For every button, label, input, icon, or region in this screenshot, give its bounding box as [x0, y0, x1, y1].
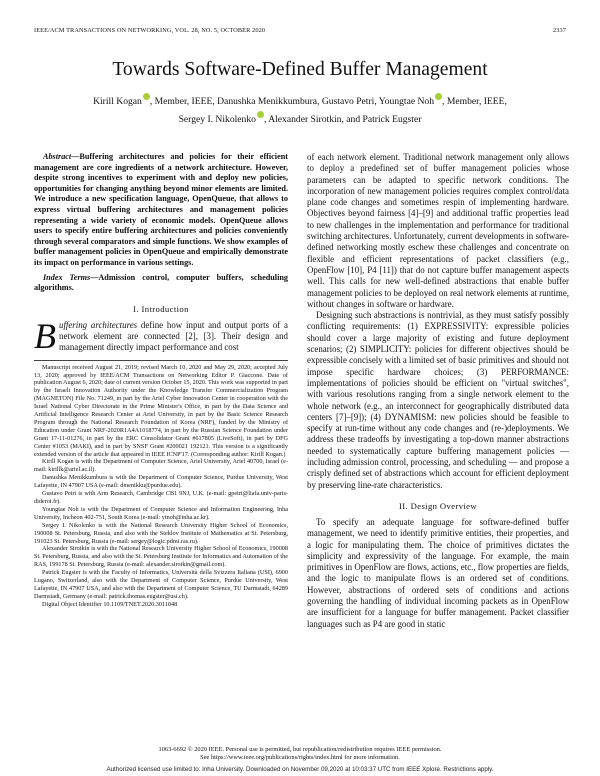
rights-link[interactable]: See https://www.ieee.org/publications/rights/index.html for more information.	[200, 754, 400, 761]
drop-cap: B	[34, 315, 56, 356]
index-terms-label: Index Terms	[43, 272, 91, 282]
footnote-affiliation: Patrick Eugster is with the Faculty of Informatics, Università della Svizzera Italiana (USI), 6900 Lugano, Switzerland, also with the Department of Computer Science, Purdue University, West Lafayette, IN 47907 USA, and also with the Department of Computer Science, TU Darmstadt, 64289 Darmstadt, Germany (e-mail: patrick.thomas.eugster@usi.ch).	[34, 569, 288, 600]
running-head	[34, 27, 566, 34]
paper-title: Towards Software-Defined Buffer Management	[112, 59, 488, 80]
footnote-affiliation: Gustavo Petri is with Arm Research, Cambridge CB1 9NJ, U.K. (e-mail: gpetri@liafa.univ-paris-diderot.fr).	[34, 490, 288, 506]
footnote-affiliation: Youngtae Noh is with the Department of Computer Science and Information Engineering, Inha University, Incheon 402-751, South Korea (e-mail: ytnoh@inha.ac.kr).	[34, 505, 288, 521]
body-paragraph: To specify an adequate language for software-defined buffer management, we need to identify primitive entities, their properties, and a logic for manipulating them. The choice of primitives dictates the simplicity and expressivity of the language. For example, the main primitives in OpenFlow are flows, actions, etc., flow properties are fields, and the logic to manipulate flows is an ordered set of conditions. However, abstractions of ordered sets of conditions and actions governing the handling of individual incoming packets as in OpenFlow are insufficient for a language for buffer management. Packet classifier languages such as P4 are good in static	[307, 516, 569, 629]
orcid-icon[interactable]	[257, 111, 264, 118]
orcid-icon[interactable]	[143, 93, 150, 100]
author-names: , Alexander Sirotkin, and Patrick Eugster	[263, 114, 422, 125]
author-affil: , Member, IEEE,	[442, 96, 507, 107]
index-terms	[34, 273, 288, 294]
intro-emphasis: uffering architectures	[59, 319, 138, 330]
body-paragraph: of each network element. Traditional network management only allows to deploy a predefined set of buffer management policies whose parameters can be adapted to specific network conditions. The incorporation of new management policies requires complex control/data plane code changes and sometimes respin of implementing hardware. Objectives beyond fairness [4]–[9] and additional traffic properties lead to new challenges in the implementation and performance for traditional switching architectures. Unfortunately, current developments in software-defined networking mostly eschew these challenges and concentrate on flexible and efficient representations of packet classifiers (e.g., OpenFlow [10], P4 [11]) that do not capture buffer management aspects well. This calls for new well-defined abstractions that enable buffer management policies to be deployed on real network elements at runtime, without changes in software or hardware.	[307, 152, 569, 309]
section-heading-design-overview: II. Design Overview	[399, 500, 477, 511]
page-number: 2337	[553, 27, 566, 34]
author-names: , Member, IEEE, Danushka Menikkumbura, Gustavo Petri, Youngtae Noh	[149, 96, 435, 107]
body-paragraph: Designing such abstractions is nontrivial, as they must satisfy possibly conflicting requirements: (1) EXPRESSIVITY: expressible policies should cover a large majority of existing and future deployment scenarios; (2) SIMPLICITY: policies for different objectives should be expressible concisely with a limited set of basic primitives and should not impose specific hardware choices; (3) PERFORMANCE: implementations of policies should be efficient on "virtual switches", with various resolutions ranging from a single network element to the whole network (e.g., an interconnect for geographically distributed data centers [7]–[9]); (4) DYNAMISM: new policies should be feasible to specify at run-time without any code changes and (re-)deployments. We address these tradeoffs by investigating a top-down manner abstractions needed to systematically capture buffering management policies — including admission control, processing, and scheduling — and propose a crisply defined set of abstractions which account for efficient deployment by preserving line-rate characteristics.	[307, 310, 570, 490]
right-column	[307, 152, 569, 630]
author-line-2	[50, 111, 550, 129]
footnotes	[34, 364, 288, 609]
author-name: Sergey I. Nikolenko	[178, 114, 256, 125]
footnote-affiliation: Kirill Kogan is with the Department of Computer Science, Ariel University, Ariel 40700, Israel (e-mail: kirillk@ariel.ac.il).	[34, 458, 288, 474]
index-terms-text: —Admission control, computer buffers, scheduling algorithms.	[34, 272, 289, 293]
section-heading-introduction: I. Introduction	[133, 303, 189, 314]
author-list	[50, 93, 550, 129]
license-notice: Authorized licensed use limited to: Inha University. Downloaded on November 09,2020 at 10:03:37 UTC from IEEE Xplore. Restrictions apply.	[106, 766, 494, 773]
abstract	[34, 152, 288, 269]
author-line-1	[50, 93, 550, 111]
author-name: Kirill Kogan	[93, 96, 142, 107]
intro-text: define how input and output ports of a network element are connected [2], [3]. Their design and management directly impact performance and cost	[59, 319, 289, 353]
footnote-affiliation: Sergey I. Nikolenko is with the National Research University Higher School of Economics, 190008 St. Petersburg, Russia, and also with the Steklov Institute of Mathematics at St. Petersburg, 191023 St. Petersburg, Russia (e-mail: sergey@logic.pdmi.ras.ru).	[34, 521, 288, 545]
copyright-line: 1063-6692 © 2020 IEEE. Personal use is permitted, but republication/redistribution requires IEEE permission.	[158, 746, 442, 753]
footnote-affiliation: Alexander Sirotkin is with the National Research University Higher School of Economics, 190008 St. Petersburg, Russia, and also with the St. Petersburg Institute for Informatics and Automation of the RAS, 199178 St. Petersburg, Russia (e-mail: alexander.sirotkin@gmail.com).	[34, 545, 288, 569]
abstract-text: —Buffering architectures and policies for their efficient management are core ingredients of a network architecture. However, despite strong incentives to experiment with and deploy new policies, opportunities for changing anything beyond minor elements are limited. We introduce a new specification language, OpenQueue, that allows to express virtual buffering architectures and management policies representing a wide variety of economic models. OpenQueue allows users to specify entire buffering architectures and policies conveniently through several comparators and simple functions. We show examples of buffer management policies in OpenQueue and empirically demonstrate its impact on performance in various settings.	[34, 152, 288, 267]
abstract-label: Abstract	[43, 152, 72, 161]
intro-paragraph	[34, 315, 289, 356]
copyright-footer	[0, 746, 600, 762]
footnote-affiliation: Danushka Menikkumbura is with the Department of Computer Science, Purdue University, West Lafayette, IN 47907 USA (e-mail: dmenikku@purdue.edu).	[34, 474, 288, 490]
footnote-doi[interactable]: Digital Object Identifier 10.1109/TNET.2020.3011048	[42, 600, 178, 608]
footnote-divider	[34, 360, 288, 361]
left-column	[34, 152, 288, 609]
orcid-icon[interactable]	[435, 93, 442, 100]
journal-name: IEEE/ACM TRANSACTIONS ON NETWORKING, VOL. 28, NO. 5, OCTOBER 2020	[34, 27, 266, 34]
footnote-manuscript: Manuscript received August 21, 2019; revised March 10, 2020 and May 29, 2020; accepted July 13, 2020; approved by IEEE/ACM Transactions on Networking Editor P. Giaccone. Date of publication August 6, 2020; date of current version October 15, 2020. This work was supported in part by the Israeli Innovation Authority under the Knowledge Transfer Commercialization Program (MAGNETON) File No. 71249, in part by the Ariel Cyber Innovation Center in cooperation with the Israel National Cyber Directorate in the Prime Minister's Office, in part by the Data Science and Artificial Intelligence Research Center at Ariel University, in part by the Basic Science Research Program through the National Research Foundation of Korea (NRF), funded by the Ministry of Education under Grant NRF-2020R1A4A1018774, in part by the Russian Science Foundation under Grant 17-11-01276, in part by the ERC Consolidator Grant #617805 (LiveSoft), in part by DFG Center #1053 (MAKI), and in part by SNSF Grant #200021 192121. This version is a significantly extended version of the article that appeared in IEEE ICNP'17. (Corresponding author: Kirill Kogan.)	[34, 363, 288, 458]
